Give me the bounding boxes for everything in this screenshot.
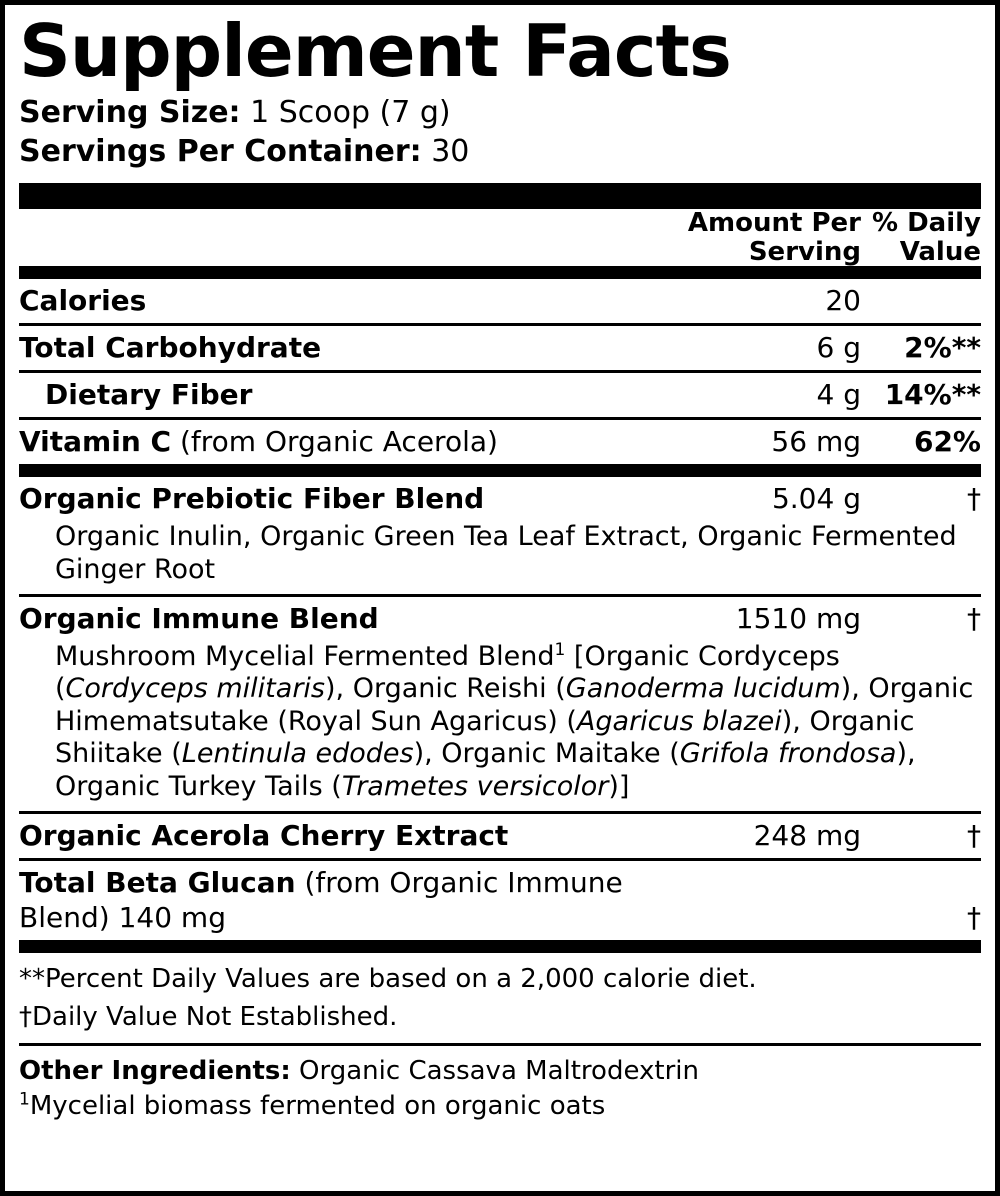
serving-size-line [19,93,981,132]
blend-row [19,597,981,641]
divider-med-header [19,266,981,279]
servings-per-container-value: 30 [431,134,470,169]
mycelial-footnote-line [19,1089,981,1124]
nutrient-amount: 6 g [816,331,861,365]
servings-per-container-line [19,132,981,171]
blend-description-prefix: Mushroom Mycelial Fermented Blend [55,640,555,672]
blend-row [19,477,981,521]
other-ingredients-value: Organic Cassava Maltrodextrin [299,1055,699,1086]
nutrient-row [19,861,981,940]
nutrient-amount-inline: 140 mg [118,900,226,934]
header-dv-line1: % Daily [871,208,981,238]
nutrient-name-wrap [19,865,717,935]
nutrient-name-suffix: (from Organic Immune Blend) [19,865,623,934]
header-amount-per-serving [671,209,861,266]
nutrient-daily-value: 62% [913,425,981,459]
footnote-dagger: †Daily Value Not Established. [19,1001,398,1032]
nutrient-row [19,326,981,370]
footnote-marker: 1 [554,639,566,660]
column-header-table [19,209,981,266]
nutrient-name: Dietary Fiber [45,378,253,412]
nutrient-row [19,420,981,464]
blend-description: Organic Inulin, Organic Green Tea Leaf Extract, Organic Fermented Ginger Root [55,521,957,585]
nutrient-name: Calories [19,284,147,318]
nutrient-amount: 4 g [816,378,861,412]
nutrient-amount: 20 [825,284,861,318]
nutrient-amount: 56 mg [771,425,861,459]
footnotes [19,953,981,1043]
blend-amount: 5.04 g [771,482,861,516]
nutrient-name: Total Carbohydrate [19,331,322,365]
nutrient-name: Total Beta Glucan [19,865,296,899]
mycelial-footnote-text: Mycelial biomass fermented on organic oats [29,1090,606,1121]
serving-size-value: 1 Scoop (7 g) [250,95,451,130]
blend-description-rest: [Organic Cordyceps (Cordyceps militaris), Organic Reishi (Ganoderma lucidum), Organic Himematsutake (Royal Sun Agaricus) (Agaricus blazei), Organic Shiitake (Lentinula edodes), Organic Maitake (Grifola frondosa), Organic Turkey Tails (Trametes versicolor)] [55,640,974,802]
blend-daily-value: † [967,482,981,516]
nutrient-row [19,373,981,417]
divider-med-footnotes [19,940,981,953]
nutrient-daily-value: † [966,900,981,934]
nutrient-name: Organic Acerola Cherry Extract [19,818,509,852]
other-ingredients-label: Other Ingredients: [19,1055,291,1086]
nutrient-row [19,279,981,323]
divider-med-blends [19,464,981,477]
header-daily-value [861,209,981,266]
blend-name: Organic Prebiotic Fiber Blend [19,482,485,516]
nutrient-name: Vitamin C [19,425,172,459]
blend-amount: 1510 mg [735,601,861,635]
nutrient-daily-value: 2%** [904,331,981,365]
footnote-percent-dv: **Percent Daily Values are based on a 2,000 calorie diet. [19,963,757,994]
footnote-marker: 1 [19,1088,30,1109]
nutrient-amount: 248 mg [753,818,861,852]
blend-daily-value: † [967,601,981,635]
other-ingredients-block [19,1046,981,1124]
header-amount-line2: Serving [748,236,861,267]
header-amount-line1: Amount Per [687,208,861,238]
serving-size-label: Serving Size: [19,95,241,130]
nutrient-daily-value: † [967,818,981,852]
nutrient-name-suffix: (from Organic Acerola) [171,425,498,459]
nutrient-name-wrap [19,424,671,459]
nutrient-daily-value: 14%** [884,378,981,412]
page-title: Supplement Facts [19,9,731,93]
blend-name: Organic Immune Blend [19,601,379,635]
servings-per-container-label: Servings Per Container: [19,134,422,169]
divider-thick-top [19,183,981,209]
nutrient-row [19,814,981,858]
header-dv-line2: Value [899,236,981,267]
other-ingredients-line [19,1054,981,1089]
header-spacer [19,209,671,266]
blend-description [19,641,981,811]
